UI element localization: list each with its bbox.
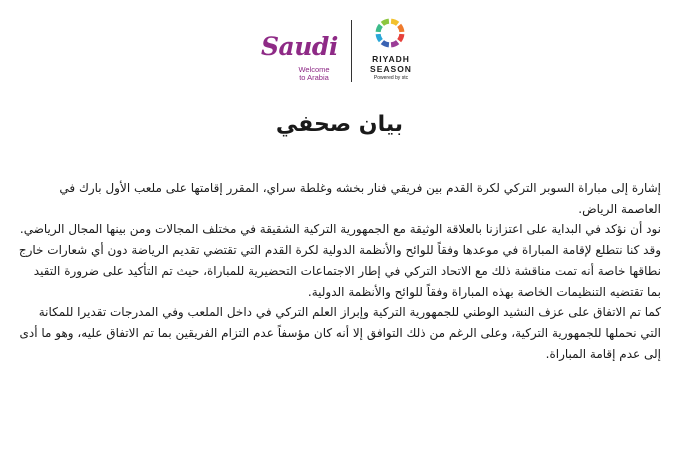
ring-segment [382, 42, 389, 45]
document-title: بيان صحفي [275, 112, 404, 137]
logo-divider [351, 20, 352, 82]
ring-segment [391, 21, 398, 24]
riyadh-season-word-riyadh: RIYADH [372, 54, 410, 64]
paragraph-2: نود أن نؤكد في البداية على اعتزازنا بالعلاقة الوثيقة مع الجمهورية التركية الشقيقة في مختلف المجالات ومن بينها المجال الرياضي. [19, 222, 661, 237]
paragraph-1: إشارة إلى مباراة السوبر التركي لكرة القدم بين فريقي فنار بخشه وغلطة سراي، المقرر إقامتها على ملعب الأول بارك في العاصمة الرياض. [59, 181, 661, 216]
paragraph-3: وقد كنا نتطلع لإقامة المباراة في موعدها وفقاً للوائح والأنظمة الدولية لكرة القدم التي تقتضي تقديم الرياضة دون أي شعارات خارج نطاقها خاصة أنه تمت مناقشة ذلك مع الاتحاد التركي في إطار الاجتماعات التحضيرية للمباراة، حيث تم التأكيد على ضرورة التقيد بما تقتضيه التنظيمات الخاصة بهذه المباراة وفقاً للوائح والأنظمة الدولية. [18, 243, 661, 299]
saudi-brand-text: Saudi [261, 32, 338, 61]
ring-segment [382, 21, 389, 24]
ring-segment [378, 34, 381, 41]
ring-segment [391, 42, 398, 45]
saudi-tagline-line2: to Arabia [299, 73, 329, 82]
ring-segment [378, 25, 381, 32]
riyadh-season-ring-icon [373, 16, 407, 50]
header-logos [255, 14, 430, 86]
riyadh-season-logo [361, 14, 431, 86]
paragraph-4: كما تم الاتفاق على عزف النشيد الوطني للجمهورية التركية وإبراز العلم التركي في داخل الملعب وفي المدرجات تقديرا للمكانة التي نحملها للجمهورية التركية، وعلى الرغم من ذلك التوافق إلا أنه كان مؤسفاً عدم التزام الفريقين بما تم الاتفاق عليه، وهو ما أدى إلى عدم إقامة المباراة. [19, 305, 661, 361]
saudi-welcome-logo [257, 32, 343, 84]
riyadh-season-powered-by: Powered by stc [373, 75, 409, 81]
saudi-tagline-line1: Welcome [298, 65, 330, 74]
ring-segment [399, 25, 402, 32]
ring-segment [399, 34, 402, 41]
riyadh-season-word-season: SEASON [370, 64, 412, 74]
document-body [18, 178, 661, 364]
